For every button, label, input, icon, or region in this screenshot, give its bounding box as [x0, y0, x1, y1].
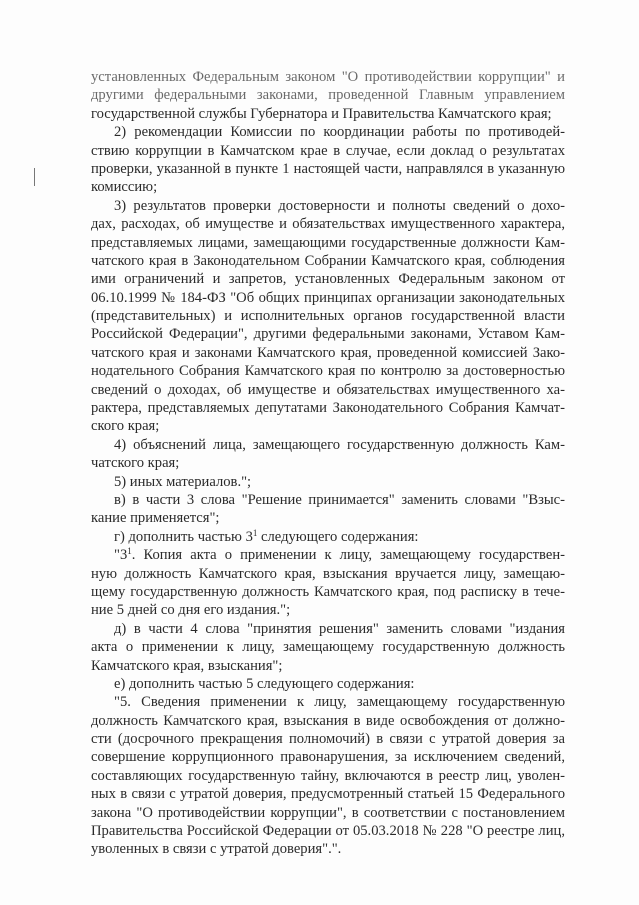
margin-mark — [34, 168, 35, 186]
line-text: комиссию; — [91, 179, 158, 196]
line-text: нодательного Собрания Камчатского края по контролю за достоверностью — [91, 363, 565, 380]
document-line — [91, 767, 565, 785]
document-line — [91, 491, 565, 509]
document-line — [91, 399, 565, 417]
line-text: ствию коррупции в Камчатском крае в случае, если доклад о результатах — [91, 142, 565, 159]
line-text-continued: . Копия акта о применении к лицу, замещающему государствен- — [131, 547, 565, 564]
line-text: ных в связи с утратой доверия, предусмотренный статьей 15 Федерального — [91, 786, 565, 803]
line-text: кание применяется"; — [91, 510, 220, 527]
line-text: чатского края в Законодательном Собрании Камчатского края, соблюдения — [91, 252, 565, 269]
line-text: уволенных в связи с утратой доверия".". — [91, 841, 342, 858]
line-text: в) в части 3 слова "Решение принимается" заменить словами "Взыс- — [114, 491, 565, 508]
document-line — [91, 675, 565, 693]
document-line — [91, 307, 565, 325]
line-text: Российской Федерации", другими федеральными законами, Уставом Кам- — [91, 326, 565, 343]
superscript: 1 — [252, 527, 258, 538]
line-text: 5) иных материалов."; — [114, 473, 252, 490]
line-text: установленных Федеральным законом "О противодействии коррупции" и — [91, 69, 565, 85]
line-text: сти (досрочного прекращения полномочий) в связи с утратой доверия за — [91, 731, 565, 748]
document-line — [91, 105, 565, 123]
document-line — [91, 657, 565, 675]
document-line — [91, 142, 565, 160]
line-text: д) в части 4 слова "принятия решения" заменить словами "издания — [114, 620, 565, 637]
line-text: г) дополнить частью 3 — [114, 528, 253, 545]
document-line — [91, 234, 565, 252]
line-text: Камчатского края, взыскания"; — [91, 657, 283, 674]
line-text: дах, расходах, об имуществе и обязательствах имущественного характера, — [91, 216, 565, 233]
line-text: акта о применении к лицу, замещающему государственную должность — [91, 639, 565, 656]
line-text: (представительных) и исполнительных органов государственной власти — [91, 308, 565, 325]
document-line — [91, 289, 565, 307]
line-text: чатского края и законами Камчатского края, проведенной комиссией Зако- — [91, 344, 565, 361]
document-line — [91, 68, 565, 86]
document-line — [91, 822, 565, 840]
document-line — [91, 528, 565, 546]
document-line — [91, 840, 565, 858]
line-text: Правительства Российской Федерации от 05.03.2018 № 228 "О реестре лиц, — [91, 823, 565, 840]
line-text: сведений о доходах, об имуществе и обязательствах имущественного ха- — [91, 381, 565, 398]
document-line — [91, 785, 565, 803]
line-text: 4) объяснений лица, замещающего государственную должность Кам- — [114, 436, 565, 453]
document-line — [91, 417, 565, 435]
line-text: другими федеральными законами, проведенной Главным управлением — [91, 87, 565, 104]
superscript: 1 — [127, 546, 132, 557]
document-line — [91, 178, 565, 196]
document-line — [91, 454, 565, 472]
document-line — [91, 730, 565, 748]
document-line — [91, 436, 565, 454]
line-text: "3 — [114, 547, 128, 564]
document-line — [91, 693, 565, 711]
line-text: составляющих государственную тайну, включаются в реестр лиц, уволен- — [91, 767, 565, 784]
line-text: закона "О противодействии коррупции", в соответствии с постановлением — [91, 804, 565, 821]
line-text-continued: следующего содержания: — [257, 528, 419, 545]
document-line — [91, 601, 565, 619]
document-line — [91, 473, 565, 491]
line-text: ими ограничений и запретов, установленных Федеральным законом от — [91, 271, 565, 288]
document-line — [91, 748, 565, 766]
document-line — [91, 362, 565, 380]
line-text: 2) рекомендации Комиссии по координации работы по противодей- — [114, 124, 565, 141]
line-text: проверки, указанной в пункте 1 настоящей части, направлялся в указанную — [91, 160, 565, 177]
line-text: совершение коррупционного правонарушения, за исключением сведений, — [91, 749, 565, 766]
document-line — [91, 381, 565, 399]
document-line — [91, 583, 565, 601]
document-line — [91, 270, 565, 288]
line-text: представляемых лицами, замещающими государственные должности Кам- — [91, 234, 565, 251]
line-text: рактера, представляемых депутатами Законодательного Собрания Камчат- — [91, 400, 565, 417]
document-line — [91, 123, 565, 141]
line-text: ние 5 дней со дня его издания."; — [91, 602, 291, 619]
line-text: 3) результатов проверки достоверности и полноты сведений о дохо- — [114, 197, 565, 214]
line-text: ную должность Камчатского края, взыскания вручается лицу, замещаю- — [91, 565, 565, 582]
document-line — [91, 325, 565, 343]
line-text: государственной службы Губернатора и Правительства Камчатского края; — [91, 105, 552, 122]
line-text: 06.10.1999 № 184-ФЗ "Об общих принципах организации законодательных — [91, 289, 565, 306]
document-line — [91, 344, 565, 362]
document-line — [91, 638, 565, 656]
line-text: щему государственную должность Камчатского края, под расписку в тече- — [91, 583, 565, 600]
document-line — [91, 565, 565, 583]
document-line — [91, 252, 565, 270]
document-line — [91, 712, 565, 730]
document-line — [91, 620, 565, 638]
document-line — [91, 509, 565, 527]
document-line — [91, 160, 565, 178]
line-text: "5. Сведения применении к лицу, замещающему государственную — [114, 694, 565, 711]
document-line — [91, 86, 565, 104]
line-text: должность Камчатского края, взыскания в виде освобождения от должно- — [91, 712, 565, 729]
line-text: е) дополнить частью 5 следующего содержания: — [114, 675, 415, 692]
line-text: ского края; — [91, 418, 160, 435]
document-body — [91, 68, 565, 859]
document-line — [91, 546, 565, 564]
line-text: чатского края; — [91, 455, 180, 472]
document-line — [91, 215, 565, 233]
document-line — [91, 197, 565, 215]
document-line — [91, 804, 565, 822]
